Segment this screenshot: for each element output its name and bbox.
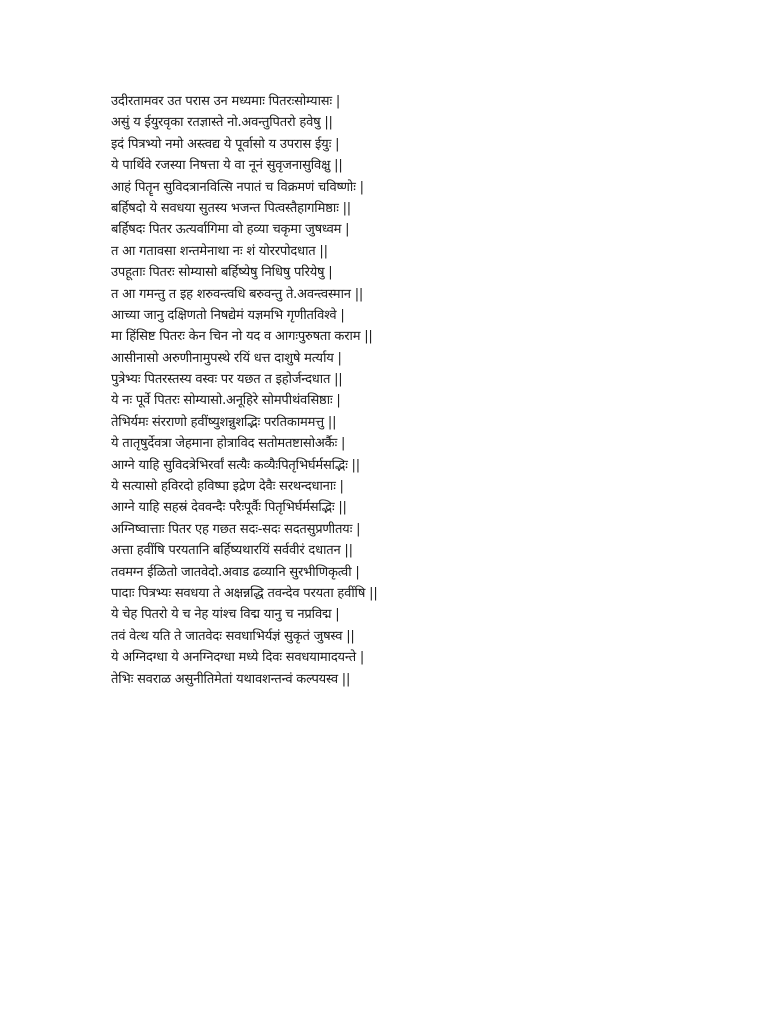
verse-line: आग्ने याहि सुविदत्रेभिरर्वां सत्यैः कव्यैःपितृभिर्घर्मसद्भिः ||: [111, 457, 360, 473]
verse-line: तवं वेत्थ यति ते जातवेदः सवधाभिर्यज्ञं सुकृतं जुषस्व ||: [111, 628, 355, 644]
verse-line: ये चेह पितरो ये च नेह यांश्च विद्म यानु च नप्रविद्म |: [111, 607, 340, 623]
verse-line: त आ गमन्तु त इह शरुवन्त्वधि बरुवन्तु ते.अवन्त्वस्मान ||: [111, 286, 364, 302]
verse-line: ये नः पूर्वे पितरः सोम्यासो.अनूहिरे सोमपीथंवसिष्ठाः |: [111, 393, 341, 409]
verse-line: तेभिः सवराळ असुनीतिमेतां यथावशन्तन्वं कल्पयस्व ||: [111, 671, 351, 687]
verse-line: आच्या जानु दक्षिणतो निषद्येमं यज्ञमभि गृणीतविश्वे |: [111, 307, 345, 323]
verse-line: ये पार्थिवे रजस्या निषत्ता ये वा नूनं सुवृजनासुविक्षु ||: [111, 158, 343, 174]
verse-line: ये सत्यासो हविरदो हविष्पा इद्रेण देवैः सरथन्दधानाः |: [111, 479, 344, 495]
verse-line: बर्हिषदो ये सवधया सुतस्य भजन्त पित्वस्तैहागमिष्ठाः ||: [111, 200, 351, 216]
verse-line: पुत्रेभ्यः पितरस्तस्य वस्वः पर यछत त इहोर्जन्दधात ||: [111, 372, 343, 388]
verse-line: आसीनासो अरुणीनामुपस्थे रयिं धत्त दाशुषे मर्त्याय |: [111, 350, 342, 366]
verse-line: आहं पितॄन सुविदत्रानवित्सि नपातं च विक्रमणं चविष्णोः |: [111, 179, 364, 195]
verse-line: तवमग्न ईळितो जातवेदो.अवाड ढव्यानि सुरभीणिकृत्वी |: [111, 564, 360, 580]
verse-line: ये अग्निदग्धा ये अनग्निदग्धा मध्ये दिवः सवधयामादयन्ते |: [111, 650, 365, 666]
verse-line: आग्ने याहि सहस्रं देववन्दैः परैःपूर्वैः पितृभिर्घर्मसद्भिः ||: [111, 500, 347, 516]
verse-line: मा हिंसिष्ट पितरः केन चिन नो यद व आगःपुरुषता कराम ||: [111, 329, 373, 345]
verse-line: पादाः पित्रभ्यः सवधया ते अक्षन्नद्धि तवन्देव परयता हवींषि ||: [111, 585, 378, 601]
verse-line: त आ गतावसा शन्तमेनाथा नः शं योररपोदधात ||: [111, 243, 328, 259]
verse-line: असुं य ईयुरवृका रतज्ञास्ते नो.अवन्तुपितरो हवेषु ||: [111, 115, 333, 131]
verse-line: तेभिर्यमः संरराणो हवींष्युशन्नुशद्भिः परतिकाममत्तु ||: [111, 414, 337, 430]
verse-line: उपहूताः पितरः सोम्यासो बर्हिष्येषु निधिषु परियेषु |: [111, 265, 333, 281]
verse-line: बर्हिषदः पितर ऊत्यर्वागिमा वो हव्या चकृमा जुषध्वम |: [111, 222, 350, 238]
verse-line: उदीरतामवर उत परास उन मध्यमाः पितरःसोम्यासः |: [111, 94, 341, 109]
verse-line: ये तातृषुर्देवत्रा जेहमाना होत्राविद सतोमतष्टासोअर्कैः |: [111, 436, 346, 452]
verse-line: अग्निष्वात्ताः पितर एह गछत सदः-सदः सदतसुप्रणीतयः |: [111, 521, 361, 537]
verse-line: अत्ता हवींषि परयतानि बर्हिष्यथारयिं सर्ववीरं दधातन ||: [111, 543, 353, 559]
verse-list: [111, 91, 411, 690]
verse-line: इदं पित्रभ्यो नमो अस्त्वद्य ये पूर्वासो य उपरास ईयुः |: [111, 136, 340, 152]
